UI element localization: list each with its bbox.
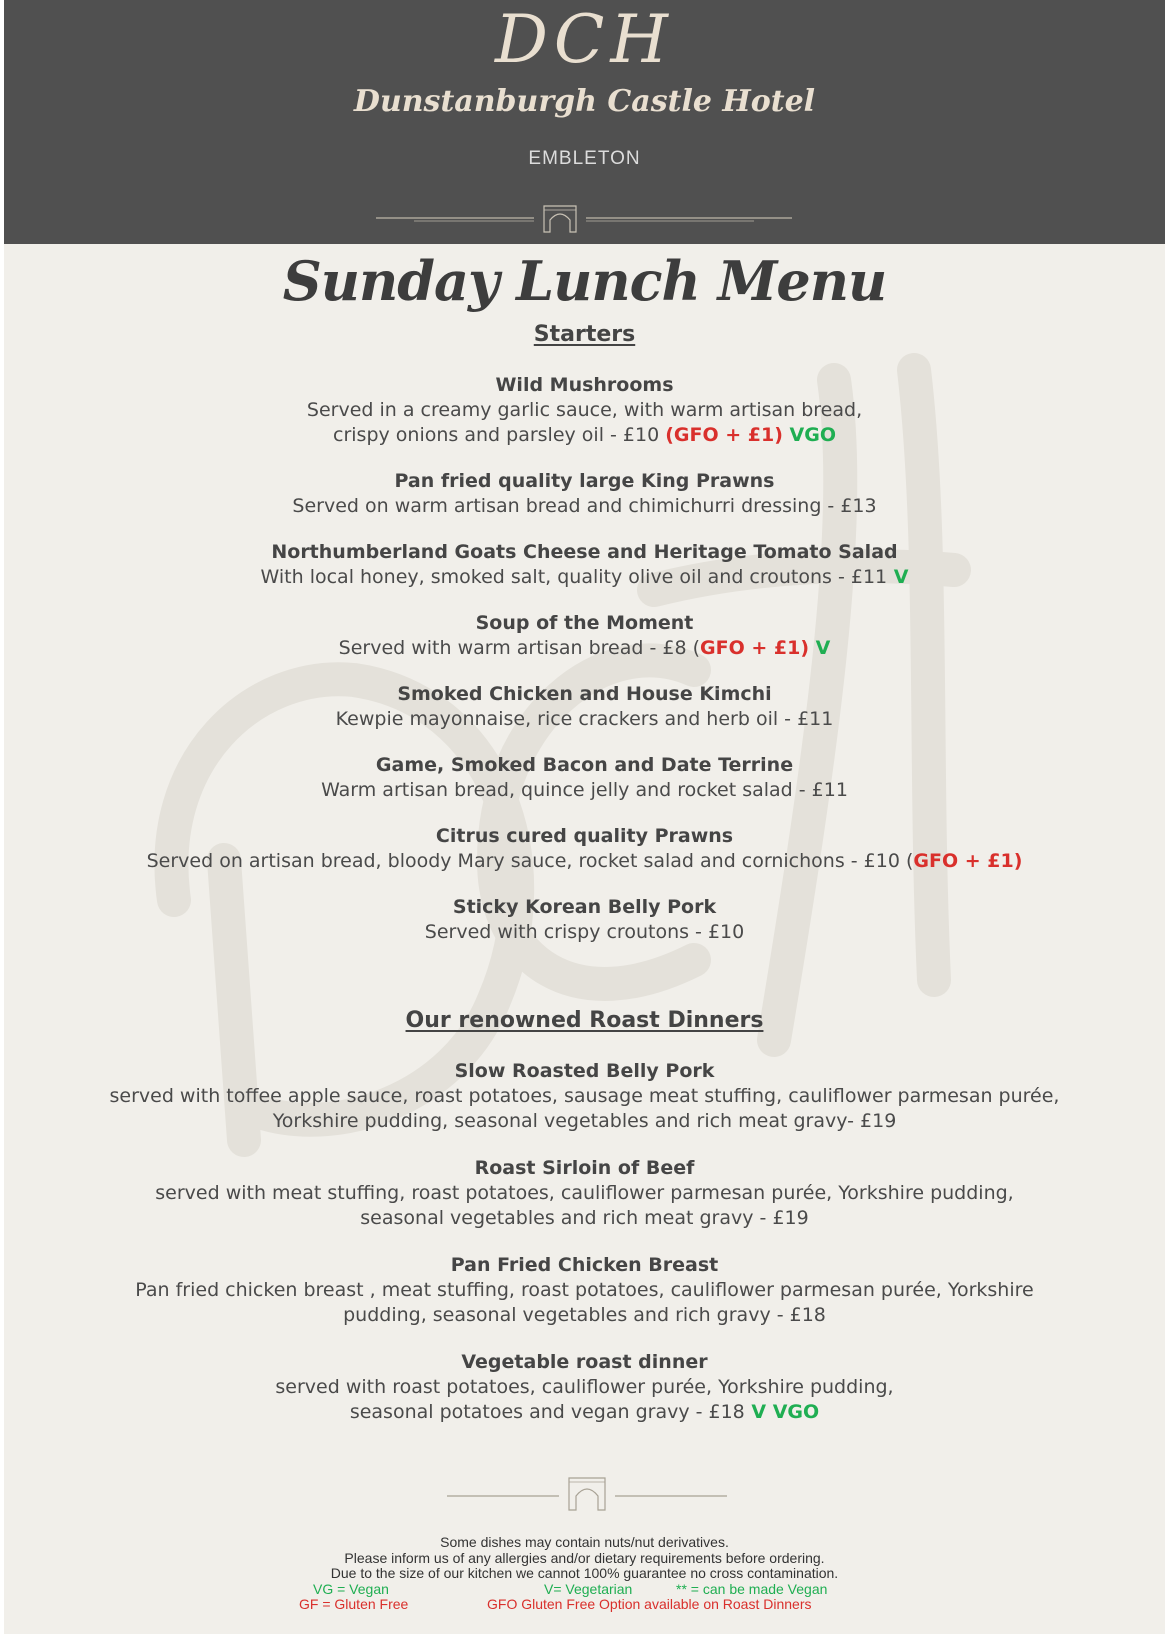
description-text: With local honey, smoked salt, quality olive oil and croutons - £11 (260, 566, 888, 588)
starters-list (4, 373, 1165, 966)
menu-item (4, 540, 1165, 590)
description-text: Served with crispy croutons - £10 (424, 921, 745, 943)
menu-item-description (4, 1278, 1165, 1303)
footer-note: Please inform us of any allergies and/or dietary requirements before ordering. (344, 1549, 825, 1566)
description-text: Pan fried chicken breast , meat stuffing, roast potatoes, cauliflower parmesan purée, Yorkshire (135, 1279, 1034, 1301)
roasts-list (4, 1059, 1165, 1447)
menu-item-name: Pan fried quality large King Prawns (394, 470, 775, 492)
description-text: crispy onions and parsley oil - £10 (333, 424, 666, 446)
menu-item-name: Soup of the Moment (475, 612, 694, 634)
menu-sheet (4, 0, 1165, 1634)
legend-row (4, 1582, 1165, 1598)
menu-item-description (4, 707, 1165, 732)
description-text: seasonal potatoes and vegan gravy - £18 (349, 1401, 745, 1423)
menu-item (4, 1156, 1165, 1231)
menu-item-description (4, 636, 1165, 661)
menu-item (4, 1350, 1165, 1425)
menu-item-name: Citrus cured quality Prawns (435, 825, 734, 847)
menu-item-description (4, 398, 1165, 423)
menu-item-description (4, 920, 1165, 945)
description-text: Served on artisan bread, bloody Mary sauce, rocket salad and cornichons - £10 ( (146, 850, 914, 872)
description-text: seasonal vegetables and rich meat gravy - £19 (360, 1207, 809, 1229)
menu-item-description (4, 565, 1165, 590)
menu-item-description (4, 1375, 1165, 1400)
gluten-free-option-tag: GFO + £1) (913, 850, 1023, 872)
menu-item-description (4, 1206, 1165, 1231)
hotel-name: Dunstanburgh Castle Hotel (353, 84, 816, 119)
menu-item-description (4, 1181, 1165, 1206)
legend-gluten-free-option-label: GFO Gluten Free Option available on Roast Dinners (487, 1596, 812, 1612)
menu-item-description (4, 423, 1165, 448)
hotel-header (4, 0, 1165, 244)
menu-item-description (4, 1303, 1165, 1328)
town-name: EMBLETON (528, 148, 641, 169)
allergen-footer (4, 1535, 1165, 1613)
menu-item (4, 1253, 1165, 1328)
gluten-free-option-tag: GFO + £1) (700, 637, 810, 659)
description-text: Served on warm artisan bread and chimichurri dressing - £13 (292, 495, 877, 517)
description-text: served with toffee apple sauce, roast potatoes, sausage meat stuffing, cauliflower parmesan purée, (109, 1085, 1060, 1107)
menu-item-description (4, 1400, 1165, 1425)
vegetarian-vegan-tag: V (887, 566, 909, 588)
menu-item (4, 611, 1165, 661)
menu-item-description (4, 1084, 1165, 1109)
menu-item (4, 753, 1165, 803)
description-text: pudding, seasonal vegetables and rich gravy - £18 (343, 1304, 826, 1326)
roasts-heading: Our renowned Roast Dinners (405, 1008, 764, 1033)
menu-item-name: Pan Fried Chicken Breast (450, 1254, 719, 1276)
menu-item (4, 682, 1165, 732)
vegetarian-vegan-tag: VGO (782, 424, 836, 446)
menu-item (4, 373, 1165, 448)
menu-item-description (4, 849, 1165, 874)
logo-monogram: DCH (495, 1, 674, 78)
castle-arch-icon (374, 196, 794, 236)
menu-item (4, 1059, 1165, 1134)
description-text: Served in a creamy garlic sauce, with warm artisan bread, (306, 399, 863, 421)
legend-gluten-free-label: GF = Gluten Free (299, 1596, 409, 1612)
menu-item-name: Wild Mushrooms (495, 374, 674, 396)
menu-item-name: Roast Sirloin of Beef (474, 1157, 695, 1179)
menu-item (4, 469, 1165, 519)
menu-item-description (4, 494, 1165, 519)
menu-item-name: Slow Roasted Belly Pork (454, 1060, 715, 1082)
menu-item-name: Game, Smoked Bacon and Date Terrine (375, 754, 794, 776)
menu-item (4, 895, 1165, 945)
description-text: Served with warm artisan bread - £8 ( (338, 637, 701, 659)
menu-item (4, 824, 1165, 874)
legend-vegan-label: VG = Vegan (313, 1580, 389, 1597)
vegetarian-vegan-tag: V VGO (744, 1401, 820, 1423)
menu-title: Sunday Lunch Menu (282, 249, 887, 313)
legend-vegetarian-label: V= Vegetarian (544, 1580, 633, 1597)
legend-can-be-vegan-label: ** = can be made Vegan (676, 1580, 828, 1597)
description-text: Kewpie mayonnaise, rice crackers and herb oil - £11 (335, 708, 834, 730)
menu-item-description (4, 778, 1165, 803)
menu-item-description (4, 1109, 1165, 1134)
menu-item-name: Sticky Korean Belly Pork (452, 896, 717, 918)
footer-note: Some dishes may contain nuts/nut derivatives. (440, 1534, 729, 1550)
description-text: Warm artisan bread, quince jelly and rocket salad - £11 (321, 779, 848, 801)
castle-arch-icon (447, 1470, 727, 1514)
gluten-free-option-tag: (GFO + £1) (665, 424, 783, 446)
menu-item-name: Northumberland Goats Cheese and Heritage Tomato Salad (271, 541, 898, 563)
vegetarian-vegan-tag: V (809, 637, 831, 659)
menu-item-name: Smoked Chicken and House Kimchi (397, 683, 772, 705)
starters-heading: Starters (533, 322, 636, 347)
footer-note: Due to the size of our kitchen we cannot 100% guarantee no cross contamination. (330, 1565, 839, 1581)
description-text: served with meat stuffing, roast potatoes, cauliflower parmesan purée, Yorkshire pudding, (155, 1182, 1014, 1204)
legend-row (4, 1597, 1165, 1613)
description-text: Yorkshire pudding, seasonal vegetables and rich meat gravy- £19 (272, 1110, 897, 1132)
menu-item-name: Vegetable roast dinner (461, 1351, 708, 1373)
description-text: served with roast potatoes, cauliflower purée, Yorkshire pudding, (275, 1376, 894, 1398)
